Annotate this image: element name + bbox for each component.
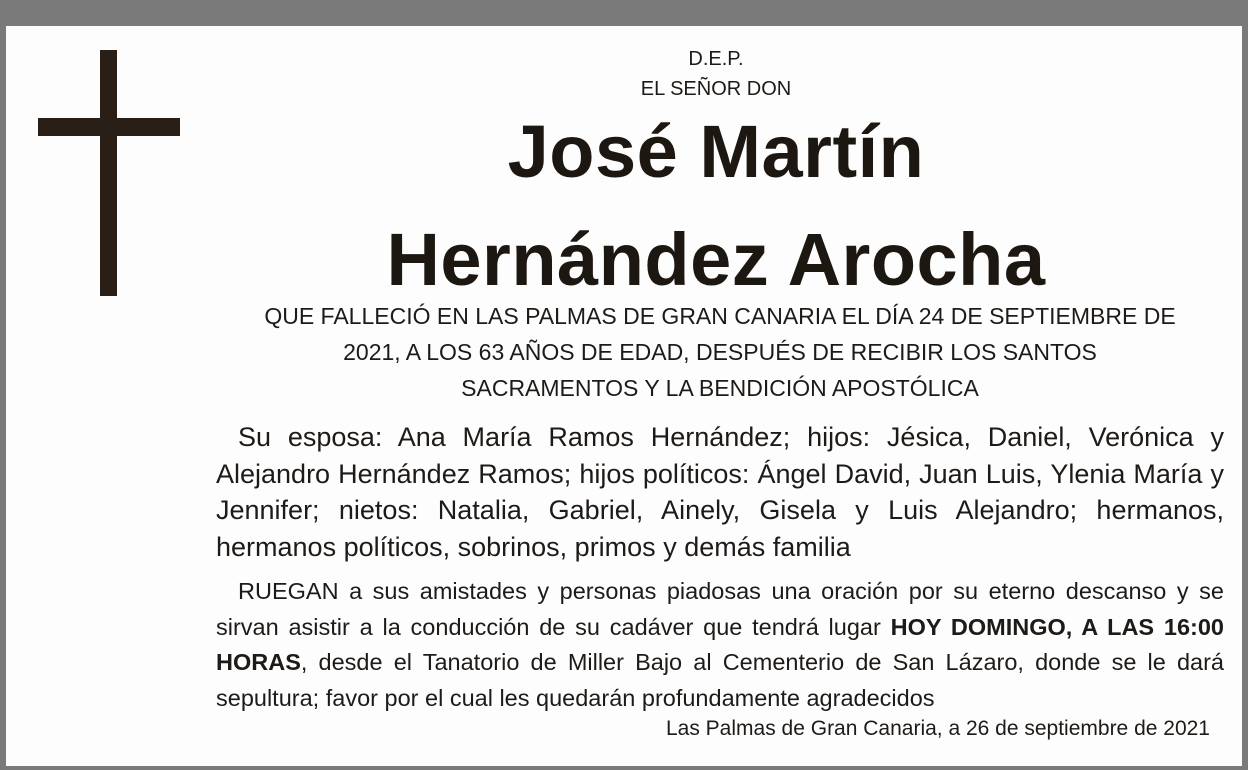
- announcement-line: SACRAMENTOS Y LA BENDICIÓN APOSTÓLICA: [461, 375, 979, 401]
- funeral-text-1: RUEGAN a sus amistades y personas piadosas una oración por su eterno descanso y se sirvan asistir a la conducción de su cadáver que tendrá lugar: [216, 578, 1224, 640]
- announcement-line: 2021, A LOS 63 AÑOS DE EDAD, DESPUÉS DE RECIBIR LOS SANTOS: [343, 339, 1097, 365]
- deceased-name-first: José Martín: [507, 110, 925, 193]
- family-text: Su esposa: Ana María Ramos Hernández; hijos: Jésica, Daniel, Verónica y Alejandro Hernández Ramos; hijos políticos: Ángel David, Juan Luis, Ylenia María y Jennifer; nietos: Natalia, Gabriel, Ainely, Gisela y Luis Alejandro; hermanos, hermanos políticos, sobrinos, primos y demás familia: [216, 422, 1224, 562]
- funeral-details-paragraph: [216, 574, 1224, 716]
- cross-icon: [100, 50, 117, 296]
- announcement-line: QUE FALLECIÓ EN LAS PALMAS DE GRAN CANARIA EL DÍA 24 DE SEPTIEMBRE DE: [264, 303, 1176, 329]
- cross-icon-bar: [38, 118, 180, 136]
- death-announcement: [216, 298, 1224, 406]
- place-date-line: Las Palmas de Gran Canaria, a 26 de septiembre de 2021: [665, 717, 1210, 740]
- honorific: EL SEÑOR DON: [640, 78, 792, 100]
- funeral-time: HOY DOMINGO, A LAS 16:00 HORAS: [216, 613, 1224, 675]
- obituary-notice: [0, 26, 1248, 770]
- deceased-name-last: Hernández Arocha: [386, 218, 1046, 301]
- funeral-text-2: , desde el Tanatorio de Miller Bajo al Cementerio de San Lázaro, donde se le dará sepultura; favor por el cual les quedarán profundamente agradecidos: [216, 649, 1224, 711]
- family-paragraph: [216, 419, 1224, 565]
- dep-heading: D.E.P.: [688, 48, 744, 70]
